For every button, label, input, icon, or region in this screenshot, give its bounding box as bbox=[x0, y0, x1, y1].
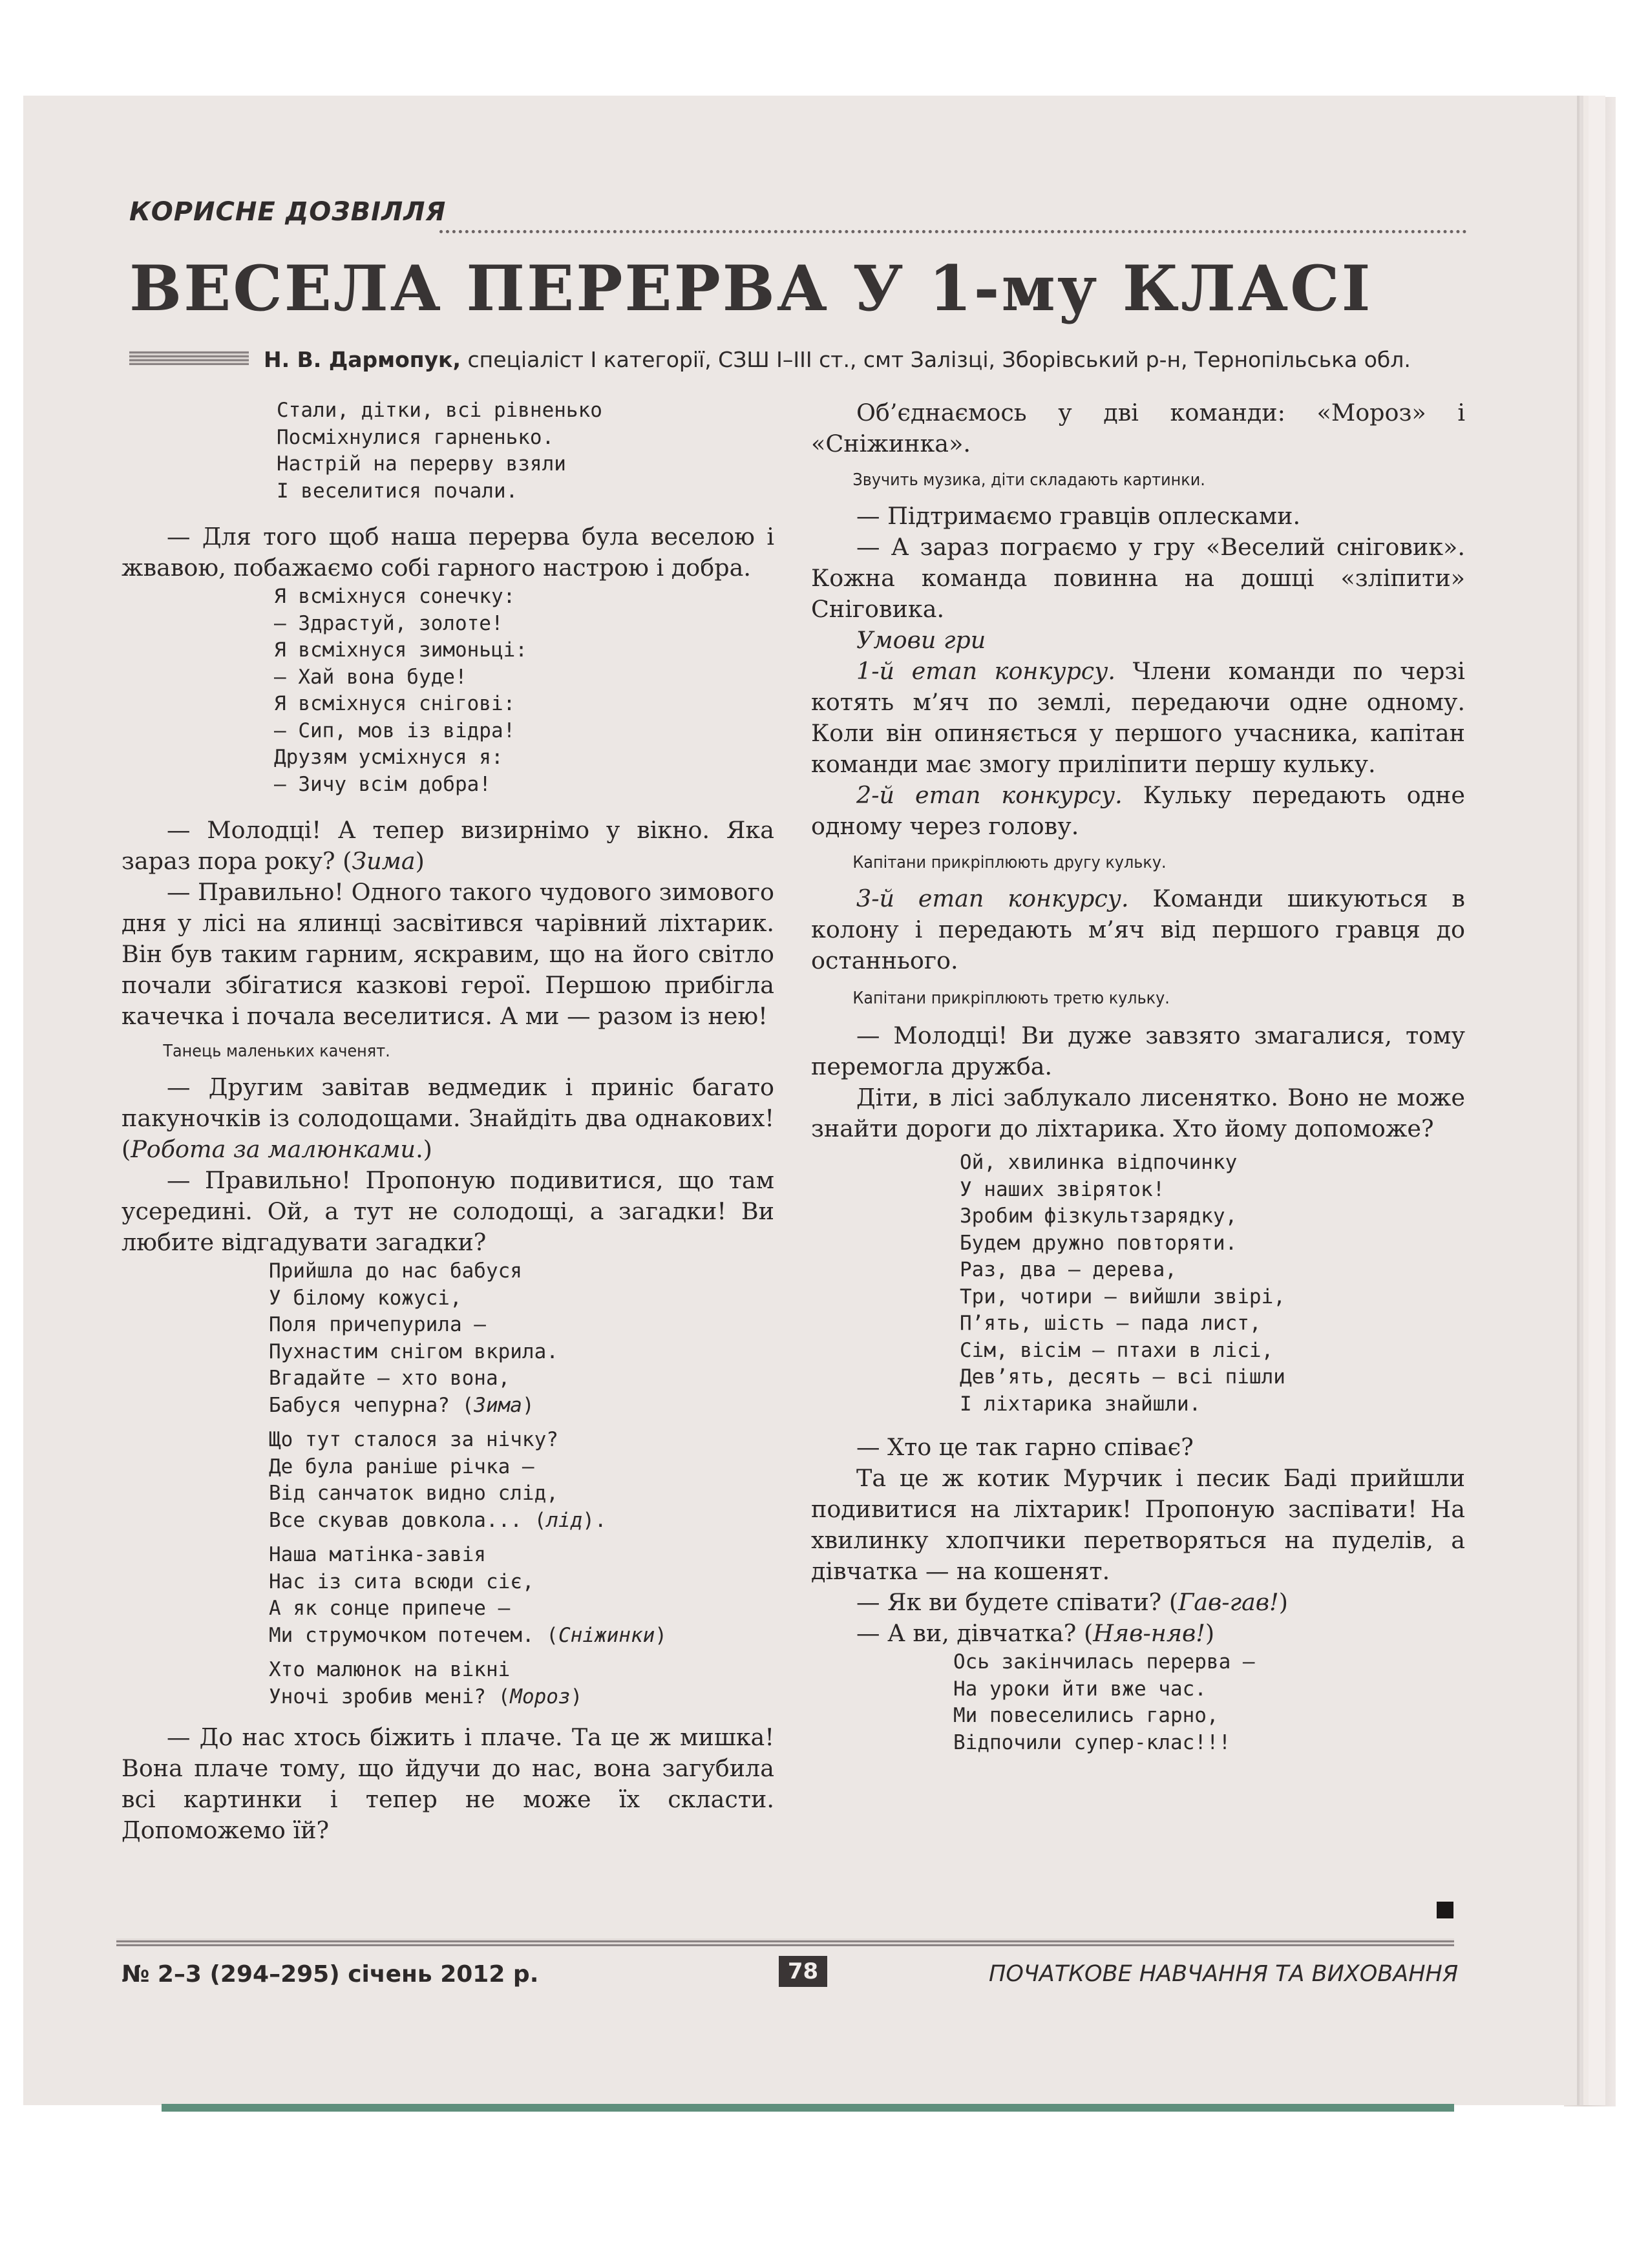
paragraph bbox=[811, 883, 1465, 976]
author-name: Н. В. Дармопук, bbox=[264, 347, 461, 372]
poem-line: Пухнастим снігом вкрила. bbox=[269, 1339, 558, 1363]
poem-text: ) bbox=[655, 1623, 667, 1647]
poem-line: Три, чотири — вийшли звірі, bbox=[960, 1285, 1285, 1308]
poem-line: Нас із сита всюди сіє, bbox=[269, 1570, 534, 1593]
poem-ending bbox=[811, 1649, 1465, 1756]
answer-text: Мороз bbox=[510, 1685, 571, 1708]
paragraph: — Молодці! Ви дуже завзято змагалися, тому перемогла дружба. bbox=[811, 1022, 1465, 1080]
answer-text: Сніжинки bbox=[558, 1623, 655, 1647]
poem-line: Що тут сталося за нічку? bbox=[269, 1428, 558, 1451]
poem-line: Настрій на перерву взяли bbox=[277, 452, 566, 476]
paragraph: — Підтримаємо гравців оплесками. bbox=[856, 502, 1301, 530]
author-bar-ornament bbox=[129, 351, 249, 365]
answer-text: Зима bbox=[474, 1393, 522, 1417]
poem-exercise bbox=[811, 1150, 1465, 1418]
author-line bbox=[264, 347, 1411, 372]
poem-line: Вгадайте — хто вона, bbox=[269, 1367, 511, 1390]
poem-line: На уроки йти вже час. bbox=[953, 1677, 1207, 1701]
author-details: спеціаліст І категорії, СЗШ І–ІІІ ст., смт Залізці, Зборівський р-н, Тернопільська обл. bbox=[467, 347, 1411, 372]
poem-line: Ой, хвилинка відпочинку bbox=[960, 1151, 1238, 1174]
poem-text: Все скував довкола... ( bbox=[269, 1508, 547, 1532]
poem-line: Я всміхнуся сонечку: bbox=[274, 585, 516, 608]
paragraph bbox=[811, 1587, 1465, 1618]
poem-line bbox=[269, 1507, 774, 1535]
stage-direction: Танець маленьких каченят. bbox=[163, 1042, 390, 1061]
riddle-1 bbox=[121, 1258, 774, 1419]
poem-line: Будем дружно повторяти. bbox=[960, 1231, 1238, 1255]
poem-line: І веселитися почали. bbox=[277, 479, 518, 503]
riddle-4 bbox=[121, 1657, 774, 1710]
poem-line: П’ять, шість — пада лист, bbox=[960, 1312, 1262, 1335]
paragraph-text: Члени команди по черзі котять м’яч по землі, передаючи одне одному. Коли він опиняється у першого учасника, капітан команди має змогу приліпити першу кульку. bbox=[811, 657, 1465, 778]
paragraph: Та це ж котик Мурчик і песик Баді прийшли подивитися на ліхтарик! Пропоную заспівати! На хвилинку хлопчики перетворяться на пуделів, а дівчатка — на кошенят. bbox=[811, 1464, 1465, 1585]
stage-direction: Капітани прикріплюють другу кульку. bbox=[852, 853, 1167, 872]
poem-line bbox=[269, 1392, 774, 1420]
poem-line: Посміхнулися гарненько. bbox=[277, 425, 555, 449]
cover-edge bbox=[162, 2104, 1454, 2112]
poem-line: — Зичу всім добра! bbox=[274, 772, 491, 796]
paragraph-text: Команди шикуються в колону і передають м’яч від першого гравця до останнього. bbox=[811, 885, 1465, 974]
poem-text: ) bbox=[522, 1393, 534, 1417]
poem-text: Уночі зробив мені? ( bbox=[269, 1685, 511, 1708]
poem-line: Хто малюнок на вікні bbox=[269, 1658, 511, 1681]
paragraph-text: — Другим завітав ведмедик і приніс багато пакуночків із солодощами. Знайдіть два однакових! ( bbox=[121, 1073, 774, 1163]
italic-text: Робота за малюнками bbox=[131, 1135, 416, 1163]
paragraph bbox=[811, 1618, 1465, 1649]
paragraph: — Правильно! Пропоную подивитися, що там усередині. Ой, а тут не солодощі, а загадки! Ви любите відгадувати загадки? bbox=[121, 1166, 774, 1256]
poem-line: Поля причепурила — bbox=[269, 1313, 486, 1336]
paragraph: — До нас хтось біжить і плаче. Та це ж мишка! Вона плаче тому, що йдучи до нас, вона загубила всі картинки і тепер не може їх скласти. Допоможемо їй? bbox=[121, 1723, 774, 1844]
paragraph-text: Кульку передають одне одному через голову. bbox=[811, 781, 1465, 840]
paragraph: — Хто це так гарно співає? bbox=[856, 1433, 1194, 1461]
paragraph bbox=[811, 656, 1465, 780]
stage-direction: Звучить музика, діти складають картинки. bbox=[852, 470, 1205, 490]
paragraph-text: — Молодці! А тепер визирнімо у вікно. Яка зараз пора року? ( bbox=[121, 816, 774, 875]
poem-line: — Здрастуй, золоте! bbox=[274, 611, 503, 635]
stage-label: 3-й етап конкурсу. bbox=[856, 885, 1129, 912]
section-rubric: КОРИСНЕ ДОЗВІЛЛЯ bbox=[129, 197, 447, 227]
poem-text: ). bbox=[582, 1508, 607, 1532]
poem-line: Зробим фізкультзарядку, bbox=[960, 1204, 1238, 1228]
stage-label: 1-й етап конкурсу. bbox=[856, 657, 1116, 685]
poem-line: Стали, дітки, всі рівненько bbox=[277, 399, 602, 422]
poem-line: Прийшла до нас бабуся bbox=[269, 1259, 522, 1283]
poem-line: — Хай вона буде! bbox=[274, 665, 467, 689]
poem-line: — Сип, мов із відра! bbox=[274, 719, 516, 742]
poem-line: Я всміхнуся зимоньці: bbox=[274, 638, 527, 662]
issue-info: № 2–3 (294–295) січень 2012 р. bbox=[121, 1961, 539, 1988]
answer-text: лід bbox=[546, 1508, 583, 1532]
poem-line: Наша матінка-завія bbox=[269, 1543, 486, 1566]
paragraph bbox=[121, 815, 774, 877]
answer-text: Гав-гав! bbox=[1178, 1588, 1279, 1616]
answer-text: Няв-няв! bbox=[1093, 1619, 1205, 1647]
riddle-3 bbox=[121, 1542, 774, 1649]
poem-line: Дев’ять, десять — всі пішли bbox=[960, 1365, 1285, 1389]
journal-title: ПОЧАТКОВЕ НАВЧАННЯ ТА ВИХОВАННЯ bbox=[989, 1961, 1459, 1987]
paragraph bbox=[811, 780, 1465, 842]
poem-text: Ми струмочком потечем. ( bbox=[269, 1623, 558, 1647]
poem-line: Друзям усміхнуся я: bbox=[274, 746, 503, 769]
poem-line: І ліхтарика знайшли. bbox=[960, 1392, 1201, 1416]
end-of-article-mark bbox=[1437, 1902, 1453, 1918]
page-number: 78 bbox=[779, 1956, 827, 1987]
poem-line: У білому кожусі, bbox=[269, 1286, 462, 1310]
poem-line: Де була раніше річка — bbox=[269, 1454, 534, 1478]
subheading-rules: Умови гри bbox=[856, 626, 986, 654]
paragraph: — Правильно! Одного такого чудового зимового дня у лісі на ялинці засвітився чарівний ліхтарик. Він був таким гарним, яскравим, що на його світло почали збігатися казкові герої. Першою прибігла качечка і почала веселитися. А ми — разом із нею! bbox=[121, 878, 774, 1030]
stage-label: 2-й етап конкурсу. bbox=[856, 781, 1123, 809]
paragraph-text: — А ви, дівчатка? ( bbox=[856, 1619, 1093, 1647]
rubric-divider bbox=[439, 230, 1467, 233]
poem-line: Відпочили супер-клас!!! bbox=[953, 1730, 1231, 1754]
paragraph: Об’єднаємось у дві команди: «Мороз» і «Сніжинка». bbox=[811, 399, 1465, 457]
column-right bbox=[811, 397, 1465, 1756]
poem-line: Ми повеселились гарно, bbox=[953, 1704, 1219, 1727]
poem-smile bbox=[121, 583, 774, 798]
footer-divider bbox=[116, 1938, 1454, 1946]
article-title: ВЕСЕЛА ПЕРЕРВА У 1-му КЛАСІ bbox=[129, 252, 1373, 325]
paragraph: — А зараз пограємо у гру «Веселий сніговик». Кожна команда повинна на дошці «зліпити» Сніговика. bbox=[811, 533, 1465, 623]
poem-line: У наших звіряток! bbox=[960, 1177, 1165, 1201]
riddle-2 bbox=[121, 1427, 774, 1534]
paragraph-text: ) bbox=[1278, 1588, 1288, 1616]
poem-intro bbox=[121, 397, 774, 505]
paragraph-text: ) bbox=[1205, 1619, 1215, 1647]
paragraph-text: .) bbox=[416, 1135, 432, 1163]
poem-line: Сім, вісім — птахи в лісі, bbox=[960, 1338, 1274, 1362]
poem-text: ) bbox=[570, 1685, 583, 1708]
poem-line: Я всміхнуся снігові: bbox=[274, 692, 516, 715]
column-left bbox=[121, 397, 774, 1846]
paragraph bbox=[121, 1072, 774, 1165]
poem-line bbox=[269, 1622, 774, 1650]
answer-text: Зима bbox=[352, 847, 416, 875]
poem-line: А як сонце припече — bbox=[269, 1597, 511, 1620]
stage-direction: Капітани прикріплюють третю кульку. bbox=[852, 989, 1170, 1008]
poem-line bbox=[269, 1684, 774, 1711]
poem-line: Від санчаток видно слід, bbox=[269, 1482, 558, 1505]
paragraph-text: — Як ви будете співати? ( bbox=[856, 1588, 1179, 1616]
paragraph-text: ) bbox=[415, 847, 425, 875]
paragraph: — Для того щоб наша перерва була веселою і жвавою, побажаємо собі гарного настрою і добра. bbox=[121, 523, 774, 582]
poem-text: Бабуся чепурна? ( bbox=[269, 1393, 474, 1417]
poem-line: Ось закінчилась перерва — bbox=[953, 1650, 1255, 1674]
poem-line: Раз, два — дерева, bbox=[960, 1258, 1177, 1281]
paragraph: Діти, в лісі заблукало лисенятко. Воно не може знайти дороги до ліхтарика. Хто йому допоможе? bbox=[811, 1084, 1465, 1142]
